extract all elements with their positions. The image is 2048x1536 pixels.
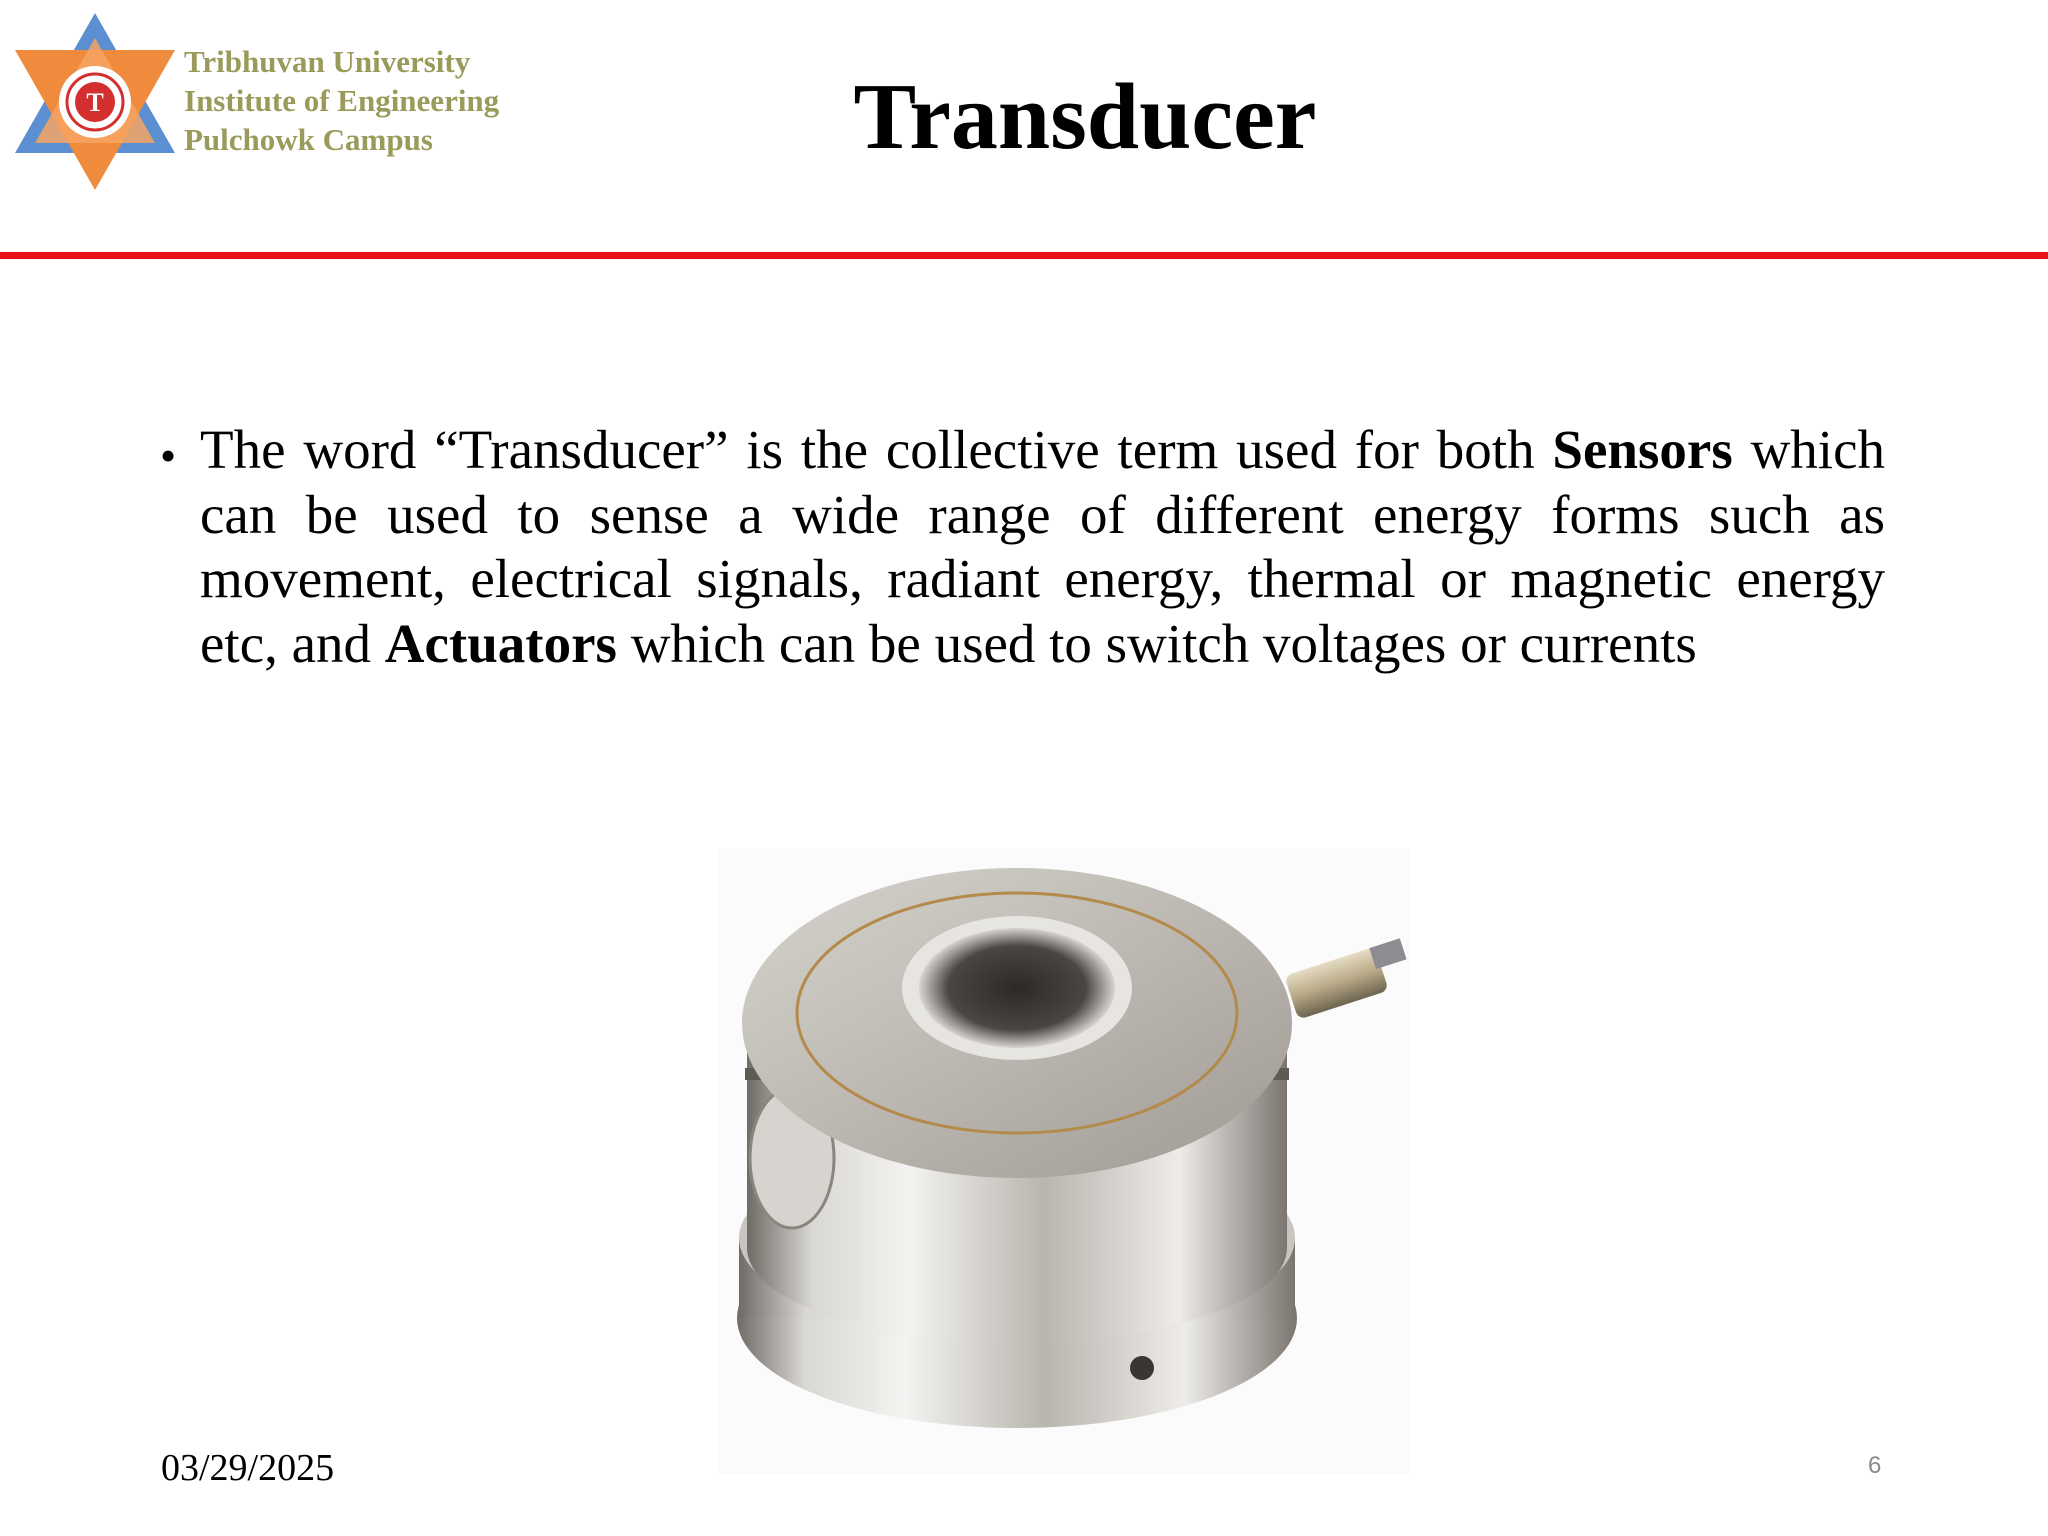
bullet-list bbox=[160, 418, 1885, 676]
bullet-text bbox=[200, 418, 1885, 676]
slide-title: Transducer bbox=[853, 65, 1317, 169]
header-divider bbox=[0, 252, 2048, 259]
institution-line-1: Tribhuvan University bbox=[184, 44, 471, 79]
institution-line-3: Pulchowk Campus bbox=[184, 122, 433, 157]
load-cell-transducer-photo bbox=[717, 848, 1409, 1474]
bold-term-sensors: Sensors bbox=[1552, 419, 1733, 480]
bold-term-actuators: Actuators bbox=[384, 612, 617, 674]
institution-line-2: Institute of Engineering bbox=[184, 83, 500, 118]
page-number: 6 bbox=[1868, 1452, 1882, 1479]
footer-date: 03/29/2025 bbox=[161, 1447, 335, 1489]
bullet-text-part-3: which can be used to switch voltages or currents bbox=[616, 612, 1697, 674]
bullet-text-part-2: which can be used to sense a wide range of different energy forms such as movement, electrical signals, radiant energy, thermal or magnetic energy etc, and bbox=[200, 419, 1885, 674]
logo-letter: T bbox=[86, 88, 104, 117]
bullet-text-part-1: The word “Transducer” is the collective term used for both bbox=[200, 419, 1553, 480]
bullet-marker: • bbox=[160, 430, 177, 481]
